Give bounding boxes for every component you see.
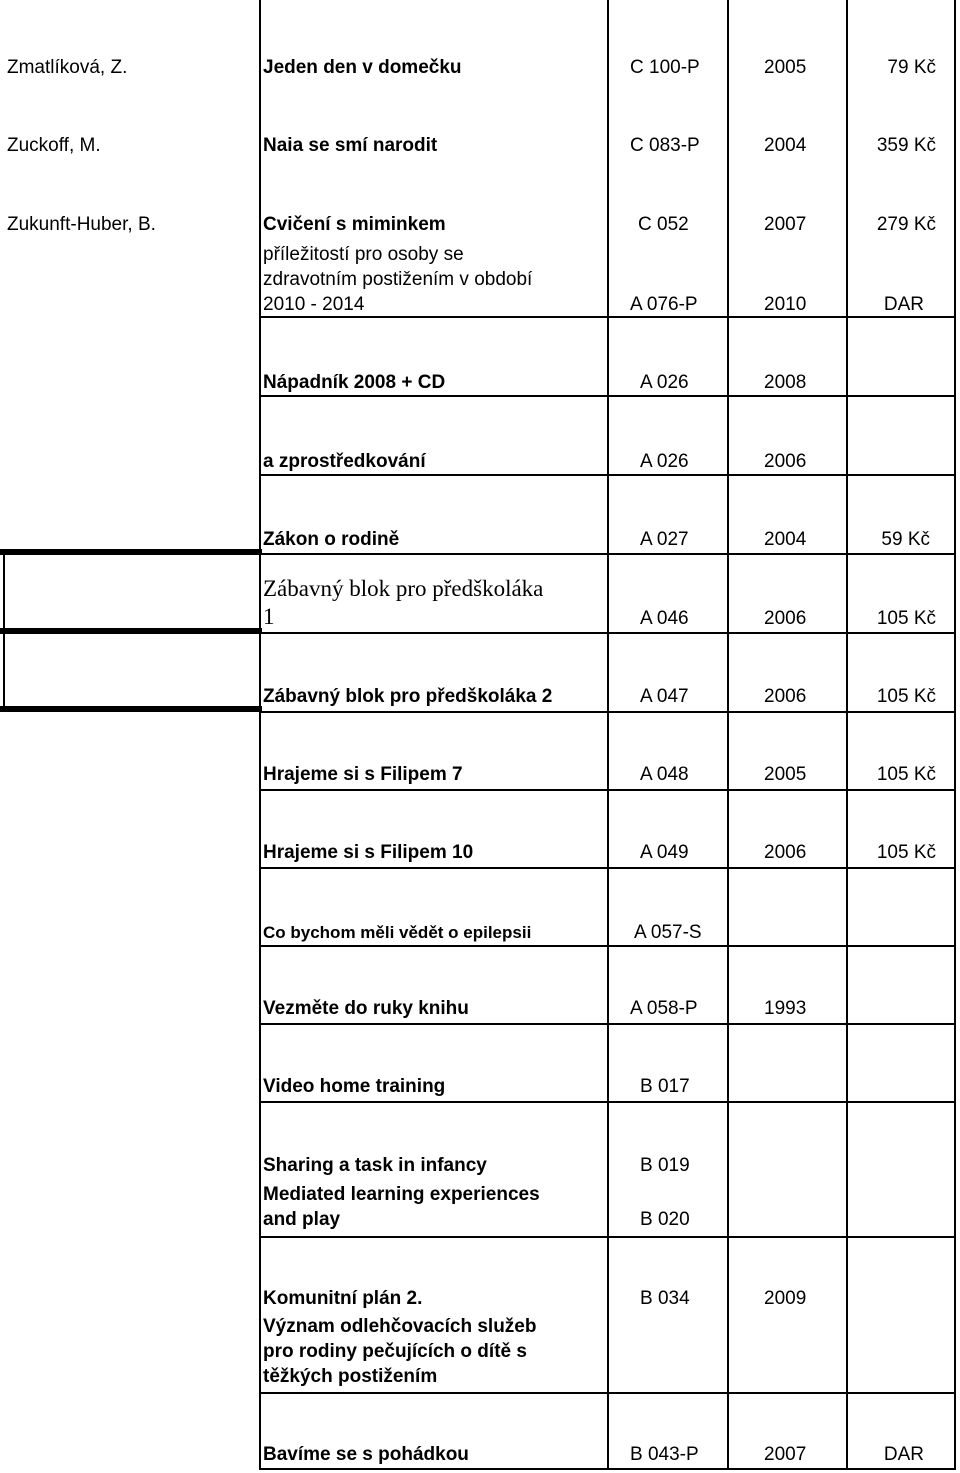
year-cell: 1993	[764, 998, 807, 1019]
title-line: 1	[263, 604, 275, 629]
title-line: Význam odlehčovacích služeb	[263, 1316, 537, 1337]
year-cell: 2006	[764, 608, 807, 629]
thick-row-divider	[0, 549, 262, 555]
year-cell: 2006	[764, 842, 807, 863]
year-cell: 2006	[764, 451, 807, 472]
price-cell: 59 Kč	[881, 529, 930, 550]
price-cell: 105 Kč	[876, 608, 936, 629]
price-cell: 79 Kč	[887, 57, 936, 78]
row-divider	[259, 1236, 956, 1238]
price-cell: DAR	[883, 1444, 924, 1465]
year-cell: 2009	[764, 1288, 807, 1309]
row-divider	[259, 1101, 956, 1103]
code-cell: A 027	[640, 529, 689, 550]
title-line: Mediated learning experiences	[263, 1184, 540, 1205]
code-cell: B 017	[640, 1076, 690, 1097]
code-cell: A 048	[640, 764, 689, 785]
code-cell: A 046	[640, 608, 689, 629]
code-cell: C 100-P	[630, 57, 700, 78]
code-cell: A 049	[640, 842, 689, 863]
code-cell: B 043-P	[630, 1444, 699, 1465]
column-divider	[954, 0, 956, 1470]
title-cell: Nápadník 2008 + CD	[263, 372, 446, 393]
code-cell: A 026	[640, 451, 689, 472]
row-divider	[259, 632, 956, 634]
code-cell: B 019	[640, 1155, 690, 1176]
thick-row-divider	[0, 706, 262, 712]
code-cell: C 052	[638, 214, 689, 235]
year-cell: 2004	[764, 529, 807, 550]
year-cell: 2004	[764, 135, 807, 156]
column-divider	[727, 0, 729, 1470]
year-cell: 2008	[764, 372, 807, 393]
row-divider	[259, 1468, 956, 1470]
title-cell: Hrajeme si s Filipem 10	[263, 842, 474, 863]
code-cell: C 083-P	[630, 135, 700, 156]
title-line: and play	[263, 1209, 341, 1230]
title-cell: Zákon o rodině	[263, 529, 400, 550]
row-divider	[259, 1023, 956, 1025]
code-cell: A 047	[640, 686, 689, 707]
year-cell: 2010	[764, 294, 807, 315]
column-divider	[259, 0, 261, 1470]
code-cell: A 076-P	[630, 294, 698, 315]
code-cell: B 020	[640, 1209, 690, 1230]
column-divider	[607, 0, 609, 1470]
row-divider	[259, 553, 956, 555]
title-cell: Cvičení s miminkem	[263, 214, 446, 235]
price-cell: DAR	[883, 294, 924, 315]
year-cell: 2007	[764, 214, 807, 235]
title-cell: Zábavný blok pro předškoláka 2	[263, 686, 553, 707]
price-cell: 105 Kč	[876, 842, 936, 863]
title-cell: Co bychom měli vědět o epilepsii	[263, 923, 532, 942]
author-cell: Zukunft-Huber, B.	[7, 214, 156, 235]
title-cell: Vezměte do ruky knihu	[263, 998, 469, 1019]
title-cell: Komunitní plán 2.	[263, 1288, 423, 1309]
title-line: Zábavný blok pro předškoláka	[263, 576, 544, 601]
row-divider	[259, 711, 956, 713]
title-cell: Jeden den v domečku	[263, 57, 462, 78]
price-cell: 105 Kč	[876, 686, 936, 707]
title-cell: Hrajeme si s Filipem 7	[263, 764, 463, 785]
column-divider	[846, 0, 848, 1470]
row-divider	[259, 867, 956, 869]
title-line: 2010 - 2014	[263, 294, 365, 315]
code-cell: B 034	[640, 1288, 690, 1309]
code-cell: A 058-P	[630, 998, 698, 1019]
title-cell: Video home training	[263, 1076, 446, 1097]
price-cell: 359 Kč	[876, 135, 936, 156]
row-divider	[259, 1392, 956, 1394]
title-line: těžkých postižením	[263, 1366, 438, 1387]
code-cell: A 026	[640, 372, 689, 393]
title-cell: Naia se smí narodit	[263, 135, 438, 156]
title-line: zdravotním postižením v období	[263, 269, 533, 290]
title-cell: Sharing a task in infancy	[263, 1155, 487, 1176]
title-cell: a zprostředkování	[263, 451, 426, 472]
year-cell: 2005	[764, 764, 807, 785]
row-divider	[259, 945, 956, 947]
title-line: pro rodiny pečujících o dítě s	[263, 1341, 527, 1362]
price-cell: 279 Kč	[876, 214, 936, 235]
year-cell: 2007	[764, 1444, 807, 1465]
title-line: příležitostí pro osoby se	[263, 244, 464, 265]
author-cell: Zuckoff, M.	[7, 135, 101, 156]
thick-row-divider	[0, 628, 262, 634]
year-cell: 2005	[764, 57, 807, 78]
price-cell: 105 Kč	[876, 764, 936, 785]
row-divider	[259, 395, 956, 397]
row-divider	[259, 474, 956, 476]
author-cell: Zmatlíková, Z.	[7, 57, 128, 78]
row-divider	[259, 789, 956, 791]
title-cell: Bavíme se s pohádkou	[263, 1444, 469, 1465]
year-cell: 2006	[764, 686, 807, 707]
code-cell: A 057-S	[634, 922, 702, 943]
